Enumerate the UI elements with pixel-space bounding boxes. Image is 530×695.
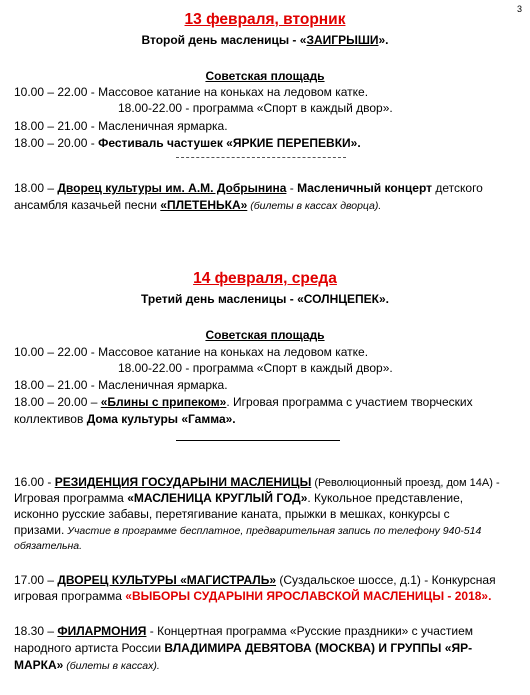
day1-line-4: 18.00 – 20.00 - Фестиваль частушек «ЯРКИЕ ПЕРЕПЕВКИ». — [14, 136, 361, 150]
day2-line-4: 18.00 – 20.00 – «Блины с припеком». Игровая программа с участием творческих — [14, 395, 473, 409]
day2-place-heading: Советская площадь — [205, 328, 325, 342]
day1-line-2: 18.00-22.00 - программа «Спорт в каждый двор». — [118, 101, 393, 115]
day2-solid-divider — [176, 440, 340, 441]
day1-line-1: 10.00 – 22.00 - Массовое катание на коньках на ледовом катке. — [14, 85, 369, 99]
day1-place-heading: Советская площадь — [205, 69, 325, 83]
day2-line-2: 18.00-22.00 - программа «Спорт в каждый двор». — [118, 361, 393, 375]
day1-dashed-divider — [176, 157, 346, 158]
day1-subtitle: Второй день масленицы - «ЗАИГРЫШИ». — [141, 33, 389, 47]
day2-event-1-line-3: исконно русские забавы, перетягивание каната, прыжки в мешках, конкурсы с — [14, 507, 450, 521]
day2-event-1-line-1: 16.00 - РЕЗИДЕНЦИЯ ГОСУДАРЫНИ МАСЛЕНИЦЫ (Революционный проезд, дом 14А) - — [14, 475, 500, 489]
day2-event-3-line-2: народного артиста России ВЛАДИМИРА ДЕВЯТОВА (МОСКВА) И ГРУППЫ «ЯР- — [14, 641, 473, 655]
day2-line-3: 18.00 – 21.00 - Масленичная ярмарка. — [14, 378, 228, 392]
day2-date-heading: 14 февраля, среда — [193, 270, 337, 287]
day1-date-heading: 13 февраля, вторник — [184, 11, 346, 28]
day1-subtitle-key: ЗАИГРЫШИ — [306, 33, 379, 47]
page-number: 3 — [516, 4, 522, 14]
day2-line-1: 10.00 – 22.00 - Массовое катание на коньках на ледовом катке. — [14, 345, 369, 359]
day2-event-3-line-1: 18.30 – ФИЛАРМОНИЯ - Концертная программа «Русские праздники» с участием — [14, 624, 474, 638]
day2-event-2-line-2: игровая программа «ВЫБОРЫ СУДАРЫНИ ЯРОСЛАВСКОЙ МАСЛЕНИЦЫ - 2018». — [14, 589, 492, 603]
day1-event-1-venue: Дворец культуры им. А.М. Добрынина — [57, 181, 287, 195]
day2-event-3-venue: ФИЛАРМОНИЯ — [57, 624, 147, 638]
day1-line-3: 18.00 – 21.00 - Масленичная ярмарка. — [14, 119, 228, 133]
day2-event-3-line-3: МАРКА» (билеты в кассах). — [14, 658, 160, 672]
day2-event-1-venue: РЕЗИДЕНЦИЯ ГОСУДАРЫНИ МАСЛЕНИЦЫ — [54, 475, 312, 489]
day2-event-2-venue: ДВОРЕЦ КУЛЬТУРЫ «МАГИСТРАЛЬ» — [57, 573, 277, 587]
day2-line-5: коллективов Дома культуры «Гамма». — [14, 412, 236, 426]
day2-event-2-line-1: 17.00 – ДВОРЕЦ КУЛЬТУРЫ «МАГИСТРАЛЬ» (Суздальское шоссе, д.1) - Конкурсная — [14, 573, 496, 587]
day2-event-1-line-2: Игровая программа «МАСЛЕНИЦА КРУГЛЫЙ ГОД». Кукольное представление, — [14, 491, 464, 505]
day2-event-1-line-5: обязательна. — [14, 540, 83, 552]
day2-event-1-line-4: призами. Участие в программе бесплатное, предварительная запись по телефону 940-514 — [14, 523, 482, 537]
day1-event-1-line-1: 18.00 – Дворец культуры им. А.М. Добрынина - Масленичный концерт детского — [14, 181, 483, 195]
day2-subtitle: Третий день масленицы - «СОЛНЦЕПЕК». — [141, 292, 389, 306]
day1-event-1-line-2: ансамбля казачьей песни «ПЛЕТЕНЬКА» (билеты в кассах дворца). — [14, 198, 382, 212]
